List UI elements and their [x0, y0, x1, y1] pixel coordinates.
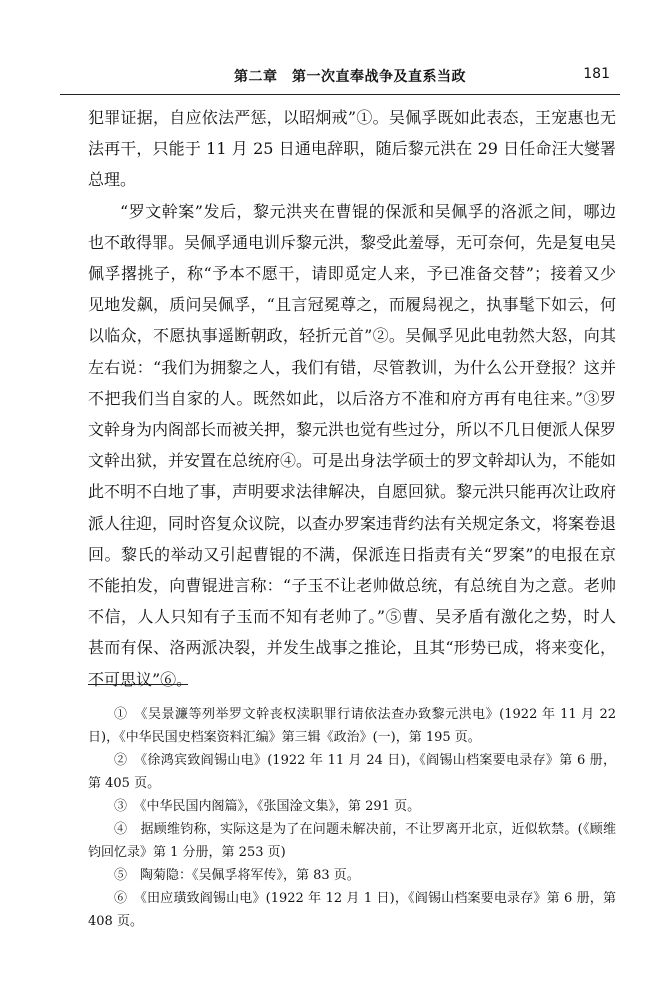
body-text [88, 102, 616, 695]
footnote-separator [88, 684, 188, 685]
footnote-4: ④ 据顾维钧称，实际这是为了在问题未解决前，不让罗离开北京，近似软禁。(《顾维钧回忆录》第 1 分册，第 253 页) [88, 822, 616, 860]
paragraph-1: 犯罪证据，自应依法严惩，以昭炯戒”①。吴佩孚既如此表态，王宠惠也无法再干，只能于 11 月 25 日通电辞职，随后黎元洪在 29 日任命汪大燮署总理。 [88, 108, 616, 190]
footnote-2: ② 《徐鸿宾致阎锡山电》(1922 年 11 月 24 日)，《阎锡山档案要电录存》第 6 册，第 405 页。 [88, 753, 616, 791]
chapter-title: 第二章 第一次直奉战争及直系当政 [234, 69, 466, 85]
header-rule [60, 94, 620, 95]
footnote-6: ⑥ 《田应璜致阎锡山电》(1922 年 12 月 1 日)，《阎锡山档案要电录存》第 6 册，第 408 页。 [88, 891, 616, 929]
footnote-3: ③ 《中华民国内阁篇》，《张国淦文集》，第 291 页。 [114, 799, 421, 814]
paragraph-2: “罗文幹案”发后，黎元洪夹在曹锟的保派和吴佩孚的洛派之间，哪边也不敢得罪。吴佩孚通电训斥黎元洪，黎受此羞辱，无可奈何，先是复电吴佩孚撂挑子，称“予本不愿干，请即觅定人来，予已准备交替”；接着又少见地发飙，质问吴佩孚，“且言冠冕尊之，而履舄视之，执事髦下如云，何以临众，不愿执事遥断朝政，轻折元首”②。吴佩孚见此电勃然大怒，向其左右说：“我们为拥黎之人，我们有错，尽管教训，为什么公开登报？这并不把我们当自家的人。既然如此，以后洛方不准和府方再有电往来。”③罗文幹身为内阁部长而被关押，黎元洪也觉有些过分，所以不几日便派人保罗文幹出狱，并安置在总统府④。可是出身法学硕士的罗文幹却认为，不能如此不明不白地了事，声明要求法律解决，自愿回狱。黎元洪只能再次让政府派人往迎，同时咨复众议院，以查办罗案违背约法有关规定条文，将案卷退回。黎氏的举动又引起曹锟的不满，保派连日指责有关“罗案”的电报在京不能拍发，向曹锟进言称：“子玉不让老帅做总统，有总统自为之意。老帅不信，人人只知有子玉而不知有老帅了。”⑤曹、吴矛盾有激化之势，时人甚而有保、洛两派决裂，并发生战事之推论，且其“形势已成，将来变化，不可思议”⑥。 [88, 201, 617, 689]
footnotes [88, 703, 616, 933]
page-number: 181 [583, 66, 610, 82]
running-header [60, 66, 620, 90]
footnote-5: ⑤ 陶菊隐：《吴佩孚将军传》，第 83 页。 [114, 868, 360, 883]
footnote-1: ① 《吴景濂等列举罗文幹丧权渎职罪行请依法查办致黎元洪电》(1922 年 11 月 22 日)，《中华民国史档案资料汇编》第三辑《政治》(一)，第 195 页。 [88, 707, 616, 745]
